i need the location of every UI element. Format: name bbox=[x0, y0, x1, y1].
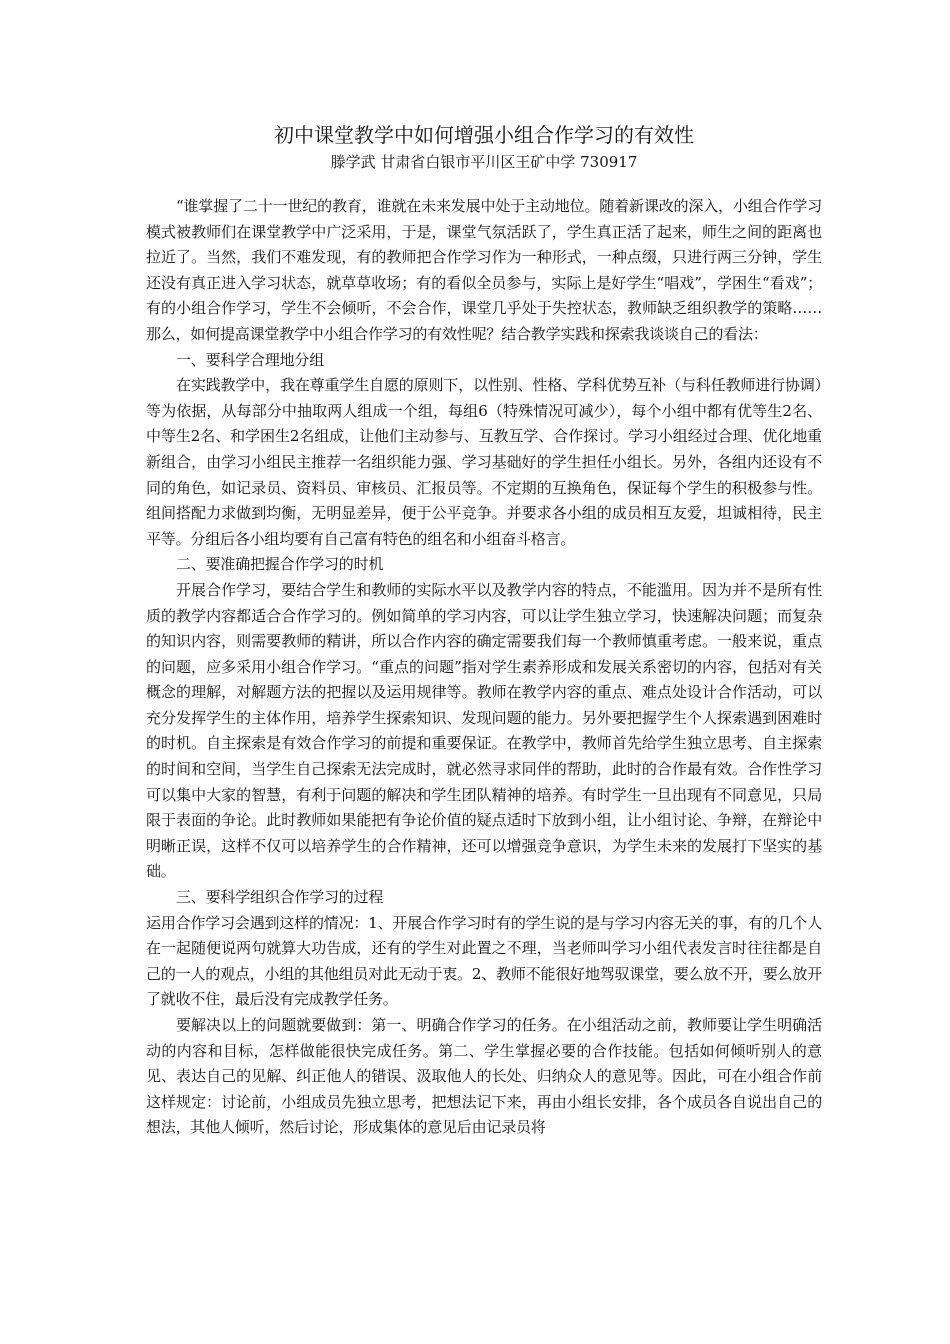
paragraph-intro: “谁掌握了二十一世纪的教育，谁就在未来发展中处于主动地位。随着新课改的深入，小组合作学习模式被教师们在课堂教学中广泛采用，于是，课堂气氛活跃了，学生真正活了起来，师生之间的距离也拉近了。当然，我们不难发现，有的教师把合作学习作为一种形式，一种点缀，只进行两三分钟，学生还没有真正进入学习状态，就草草收场；有的看似全员参与，实际上是好学生“唱戏”，学困生“看戏”；有的小组合作学习，学生不会倾听，不会合作，课堂几乎处于失控状态，教师缺乏组织教学的策略……那么，如何提高课堂教学中小组合作学习的有效性呢？结合教学实践和探索我谈谈自己的看法： bbox=[146, 197, 822, 343]
paragraph-section-3a: 运用合作学习会遇到这样的情况：1、开展合作学习时有的学生说的是与学习内容无关的事，有的几个人在一起随便说两句就算大功告成，还有的学生对此置之不理，当老师叫学习小组代表发言时往往都是自己的一人的观点，小组的其他组员对此无动于衷。2、教师不能很好地驾驭课堂，要么放不开，要么放开了就收不住，最后没有完成教学任务。 bbox=[146, 913, 822, 1009]
section-heading-3: 三、要科学组织合作学习的过程 bbox=[176, 888, 384, 907]
section-heading-1: 一、要科学合理地分组 bbox=[176, 350, 325, 369]
document-page bbox=[146, 120, 822, 1141]
section-heading-2: 二、要准确把握合作学习的时机 bbox=[176, 555, 384, 574]
paragraph-section-2: 开展合作学习，要结合学生和教师的实际水平以及教学内容的特点，不能滥用。因为并不是所有性质的教学内容都适合合作学习的。例如简单的学习内容，可以让学生独立学习，快速解决问题；而复杂的知识内容，则需要教师的精讲，所以合作内容的确定需要我们每一个教师慎重考虑。一般来说，重点的问题，应多采用小组合作学习。“重点的问题”指对学生素养形成和发展关系密切的内容，包括对有关概念的理解，对解题方法的把握以及运用规律等。教师在教学内容的重点、难点处设计合作活动，可以充分发挥学生的主体作用，培养学生探索知识、发现问题的能力。另外要把握学生个人探索遇到困难时的时机。自主探索是有效合作学习的前提和重要保证。在教学中，教师首先给学生独立思考、自主探索的时间和空间，当学生自己探索无法完成时，就必然寻求同伴的帮助，此时的合作最有效。合作性学习可以集中大家的智慧，有利于问题的解决和学生团队精神的培养。有时学生一旦出现有不同意见，只局限于表面的争论。此时教师如果能把有争论价值的疑点适时下放到小组，让小组讨论、争辩，在辩论中明晰正误，这样不仅可以培养学生的合作精神，还可以增强竞争意识，为学生未来的发展打下坚实的基础。 bbox=[146, 580, 822, 881]
document-body bbox=[146, 194, 822, 1141]
author-line: 滕学武 甘肃省白银市平川区王矿中学 730917 bbox=[330, 153, 638, 171]
document-title: 初中课堂教学中如何增强小组合作学习的有效性 bbox=[274, 123, 694, 147]
paragraph-section-3b: 要解决以上的问题就要做到：第一、明确合作学习的任务。在小组活动之前，教师要让学生明确活动的内容和目标，怎样做能很快完成任务。第二、学生掌握必要的合作技能。包括如何倾听别人的意见、表达自己的见解、纠正他人的错误、汲取他人的长处、归纳众人的意见等。因此，可在小组合作前这样规定：讨论前，小组成员先独立思考，把想法记下来，再由小组长安排，各个成员各自说出自己的想法，其他人倾听，然后讨论，形成集体的意见后由记录员将 bbox=[146, 1016, 822, 1137]
paragraph-section-1: 在实践教学中，我在尊重学生自愿的原则下，以性别、性格、学科优势互补（与科任教师进行协调）等为依据，从每部分中抽取两人组成一个组，每组6（特殊情况可减少），每个小组中都有优等生2名、中等生2名、和学困生2名组成，让他们主动参与、互教互学、合作探讨。学习小组经过合理、优化地重新组合，由学习小组民主推荐一名组织能力强、学习基础好的学生担任小组长。另外，各组内还设有不同的角色，如记录员、资料员、审核员、汇报员等。不定期的互换角色，保证每个学生的积极参与性。组间搭配力求做到均衡，无明显差异，便于公平竞争。并要求各小组的成员相互友爱，坦诚相待，民主平等。分组后各小组均要有自己富有特色的组名和小组奋斗格言。 bbox=[146, 376, 822, 548]
